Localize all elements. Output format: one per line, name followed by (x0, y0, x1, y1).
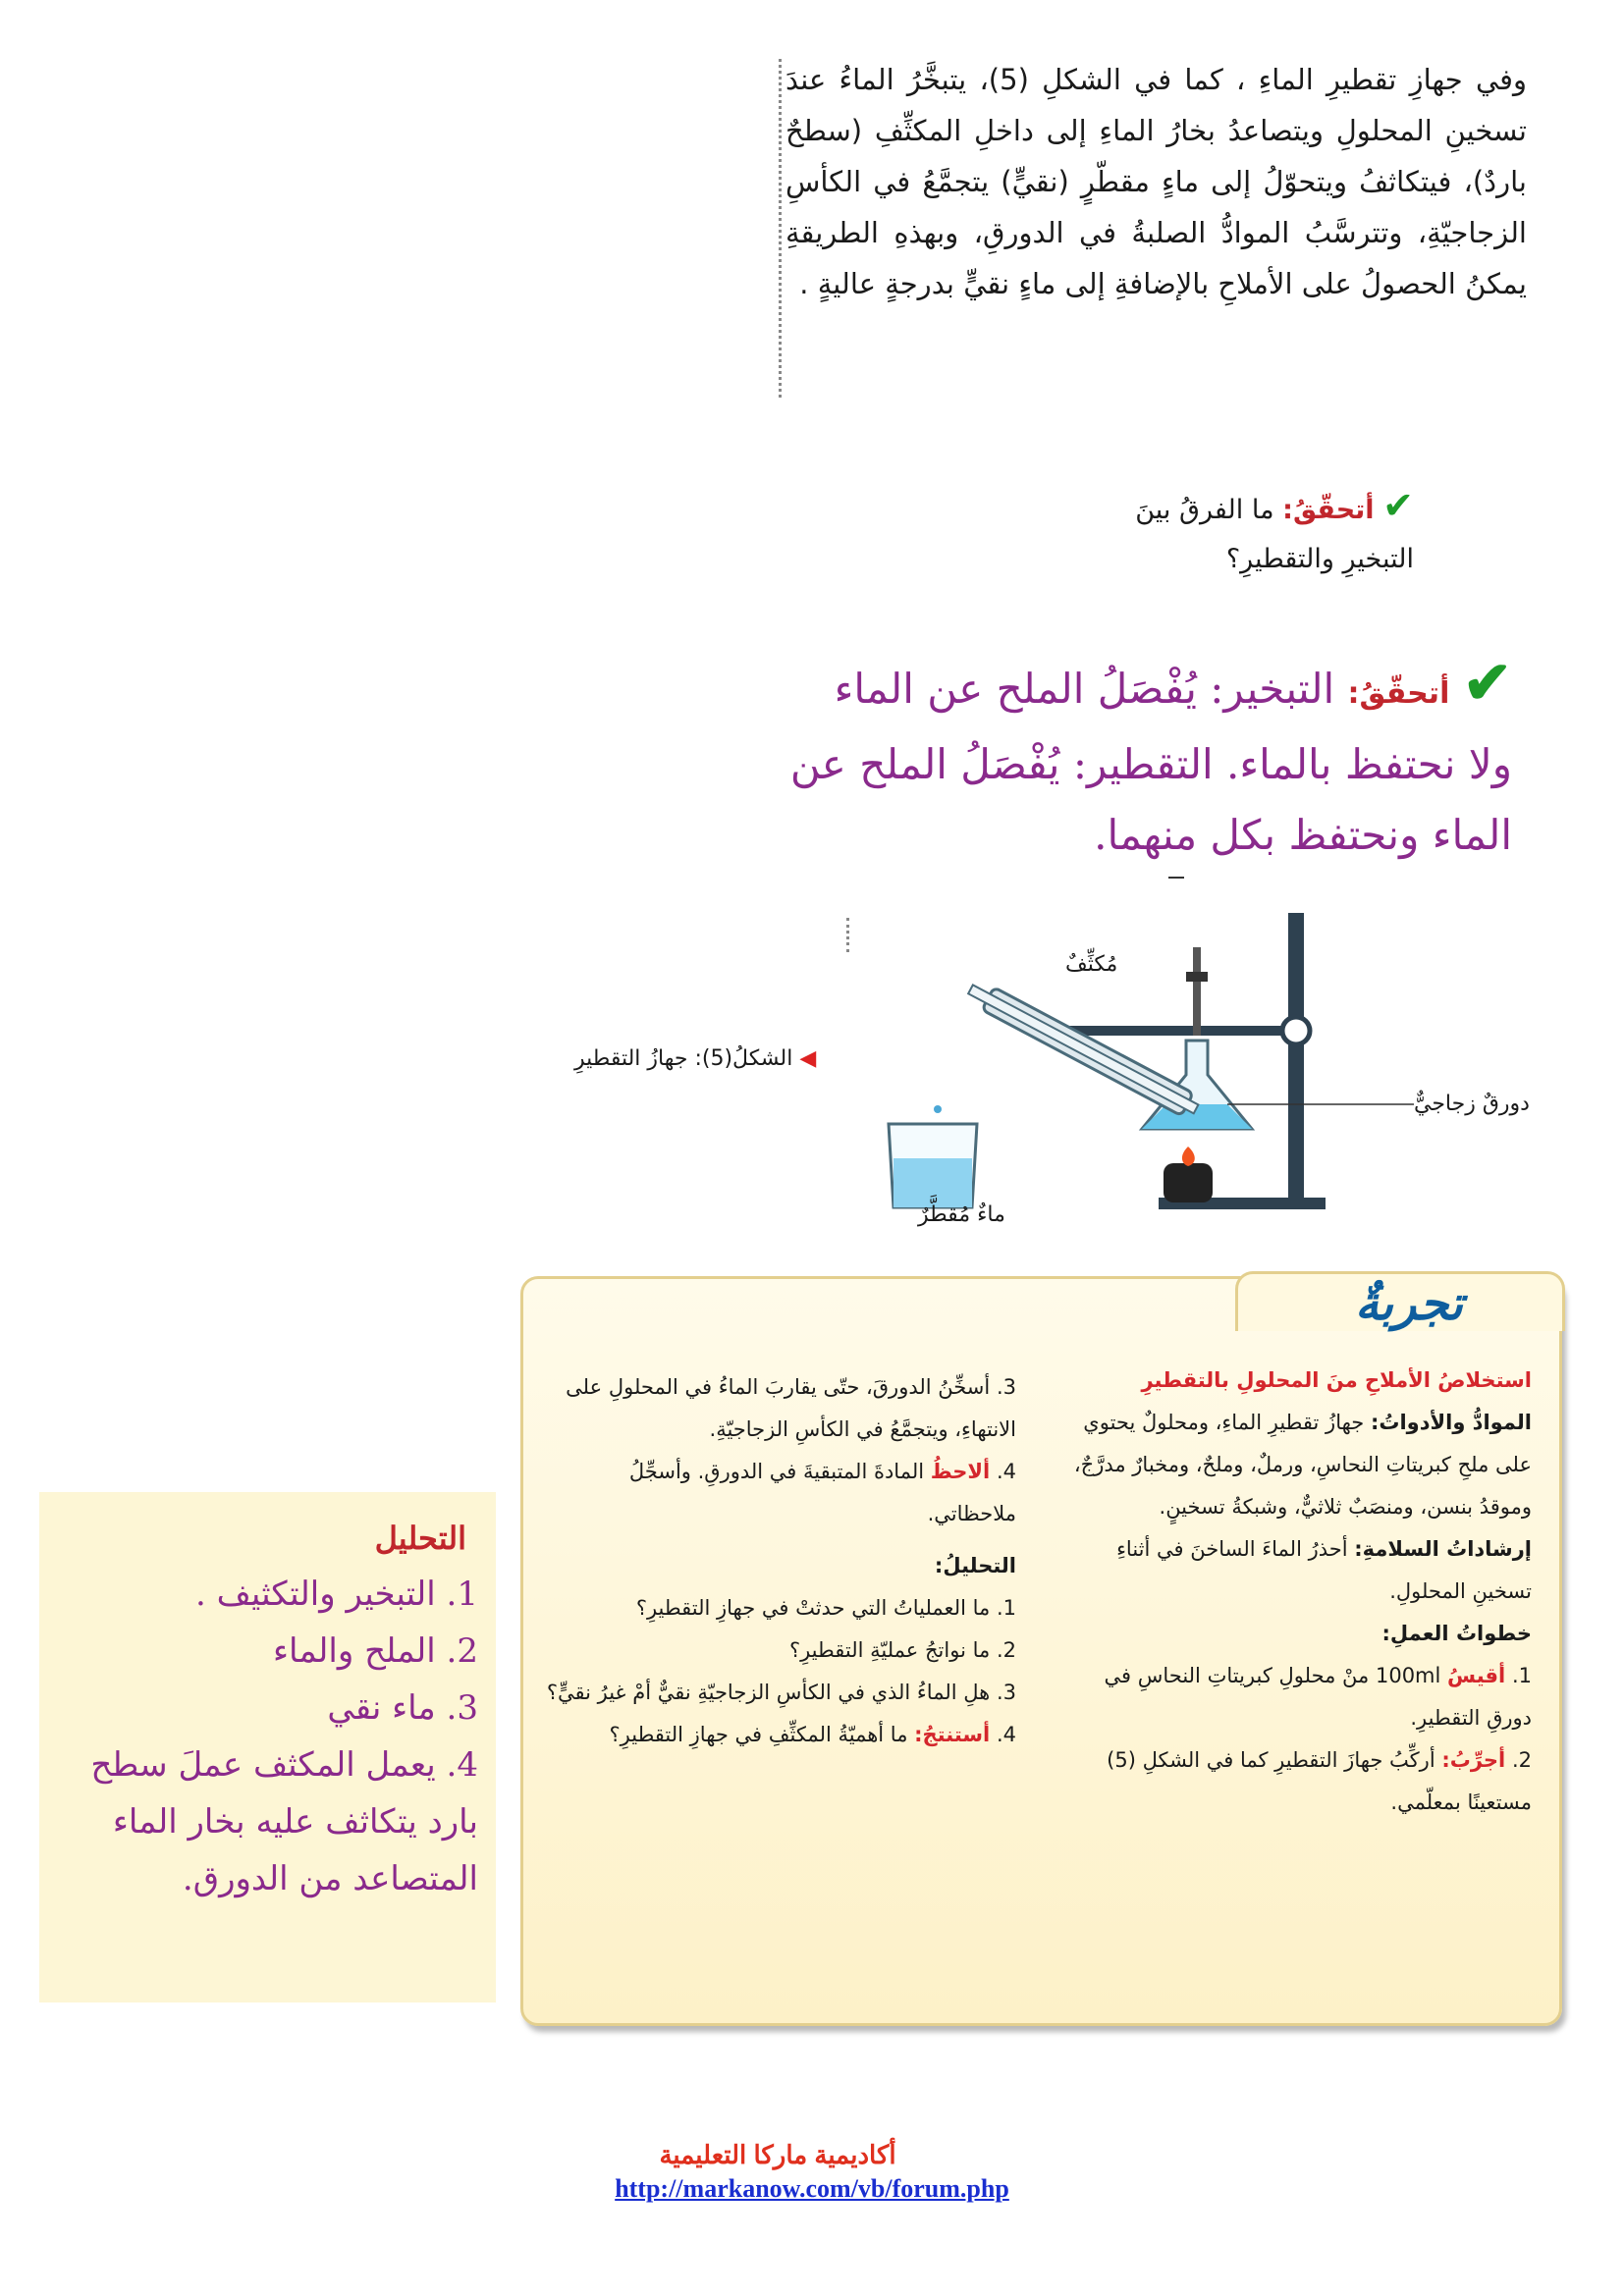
footer (0, 2140, 1624, 2204)
list-item: 2. الملح والماء (273, 1631, 478, 1671)
condenser-label: مُكثِّفٌ (1065, 952, 1118, 977)
safety (1056, 1528, 1532, 1613)
check-question-text: ما الفرقُ بينَ التبخيرِ والتقطيرِ؟ (1135, 495, 1414, 574)
list-item: 1. ما العملياتُ التي حدثتْ في جهازِ التقطيرِ؟ (635, 1596, 1016, 1620)
materials-text: جهازُ تقطيرِ الماءِ، ومحلولٌ يحتوي على ملحِ كبريتاتِ النحاسِ، ورملٌ، وملحٌ، ومخبارٌ مدرَّجٌ، وموقدُ بنسن، ومنصَبٌ ثلاثيٌّ، وشبكةُ تسخينٍ. (1073, 1411, 1532, 1519)
check-mark-icon: ✔ (1382, 484, 1414, 527)
safety-text: أحذرُ الماءَ الساخنَ في أثناءِ تسخينِ المحلولِ. (1116, 1537, 1532, 1603)
analysis-answer-box (39, 1492, 496, 2002)
steps-label: خطواتُ العملِ: (1381, 1622, 1532, 1645)
check-label: أتحقّقُ: (1347, 676, 1450, 711)
materials-label: الموادُّ والأدواتُ: (1370, 1411, 1532, 1434)
footer-link[interactable]: http://markanow.com/vb/forum.php (615, 2174, 1009, 2203)
steps-list (1056, 1655, 1532, 1824)
steps-list (535, 1366, 1016, 1535)
flask-label: دورقٌ زجاجيٌّ (1414, 1092, 1530, 1116)
safety-label: إرشاداتُ السلامةِ: (1354, 1537, 1532, 1561)
analysis-list (46, 1566, 478, 1907)
check-mark-icon: ✔ (1462, 649, 1512, 718)
list-item: 4. أستنتجُ: ما أهميّةُ المكثِّفِ في جهازِ التقطيرِ؟ (609, 1723, 1016, 1746)
check-question (1090, 481, 1414, 584)
experiment-left-column (535, 1366, 1016, 1756)
materials (1056, 1402, 1532, 1528)
distilled-water (893, 1158, 972, 1207)
list-item: 1. التبخير والتكثيف . (195, 1575, 478, 1614)
list-item: 3. أسخِّنُ الدورقَ، حتّى يقاربَ الماءُ في المحلولِ على الانتهاءِ، ويتجمَّعُ في الكأسِ الزجاجيّةِ. (566, 1375, 1016, 1441)
list-item: 4. يعمل المكثف عملَ سطح بارد يتكاثف عليه بخار الماء المتصاعد من الدورق. (90, 1745, 478, 1898)
margin-rule (779, 59, 782, 398)
clamp (1051, 1026, 1304, 1036)
thermometer (1193, 947, 1201, 1036)
intro-paragraph: وفي جهازِ تقطيرِ الماءِ ، كما في الشكلِ (5)، يتبخَّرُ الماءُ عندَ تسخينِ المحلولِ ويتصاعدُ بخارُ الماءِ إلى داخلِ المكثِّفِ (سطحٌ باردٌ)، فيتكاثفُ ويتحوّلُ إلى ماءٍ مقطّرٍ (نقيٍّ) يتجمَّعُ في الكأسِ الزجاجيّةِ، وتترسَّبُ الموادُّ الصلبةُ في الدورقِ، وبهذهِ الطريقةِ يمكنُ الحصولُ على الأملاحِ بالإضافةِ إلى ماءٍ نقيٍّ بدرجةٍ عاليةٍ . (785, 63, 1527, 300)
experiment-title: تجربةٌ (1355, 1276, 1463, 1331)
analysis-title: التحليل (374, 1520, 466, 1557)
distillation-apparatus-figure (805, 903, 1532, 1237)
list-item: 4. ألاحظُ المادةَ المتبقيةَ في الدورقِ. وأسجِّلُ ملاحظاتي. (628, 1460, 1016, 1525)
list-item: 3. ماء نقي (327, 1688, 478, 1728)
questions-list (535, 1587, 1016, 1756)
experiment-heading: استخلاصُ الأملاحِ منَ المحلولِ بالتقطيرِ (1141, 1368, 1532, 1392)
list-item: 3. هلِ الماءُ الذي في الكأسِ الزجاجيّةِ نقيٌّ أمْ غيرُ نقيٍّ؟ (546, 1681, 1016, 1704)
triangle-icon: ◀ (799, 1046, 817, 1071)
check-answer-text: التبخير: يُفْصَلُ الملح عن الماء ولا نحتفظ بالماء. التقطير: يُفْصَلُ الملح عن الماء ونحتفظ بكل منهما. (789, 665, 1512, 859)
clamp-knob (1282, 1017, 1310, 1044)
condenser (964, 978, 1202, 1120)
check-answer (781, 648, 1512, 871)
check-label: أتحقّقُ: (1282, 495, 1375, 525)
flame-icon (1182, 1147, 1195, 1166)
burner (1164, 1163, 1213, 1202)
divider (1168, 877, 1184, 879)
distilled-water-label: ماءٌ مُقطَّرٌ (918, 1202, 1005, 1227)
list-item: 2. أجرِّبُ: أركِّبُ جهازَ التقطيرِ كما في الشكلِ (5) مستعينًا بمعلّمي. (1107, 1748, 1532, 1814)
drop (934, 1105, 942, 1113)
stand-rod (1288, 913, 1304, 1207)
experiment-right-column (1056, 1360, 1532, 1824)
figure-caption: ◀ الشكلُ(5): جهازُ التقطيرِ (574, 1046, 817, 1071)
list-item: 1. أقيسُ 100ml منْ محلولِ كبريتاتِ النحاسِ في دورقِ التقطيرِ. (1104, 1664, 1532, 1730)
academy-name: أكاديمية ماركا التعليمية (659, 2140, 896, 2169)
analysis-label: التحليلُ: (934, 1554, 1016, 1577)
list-item: 2. ما نواتجُ عمليّةِ التقطيرِ؟ (788, 1638, 1016, 1662)
